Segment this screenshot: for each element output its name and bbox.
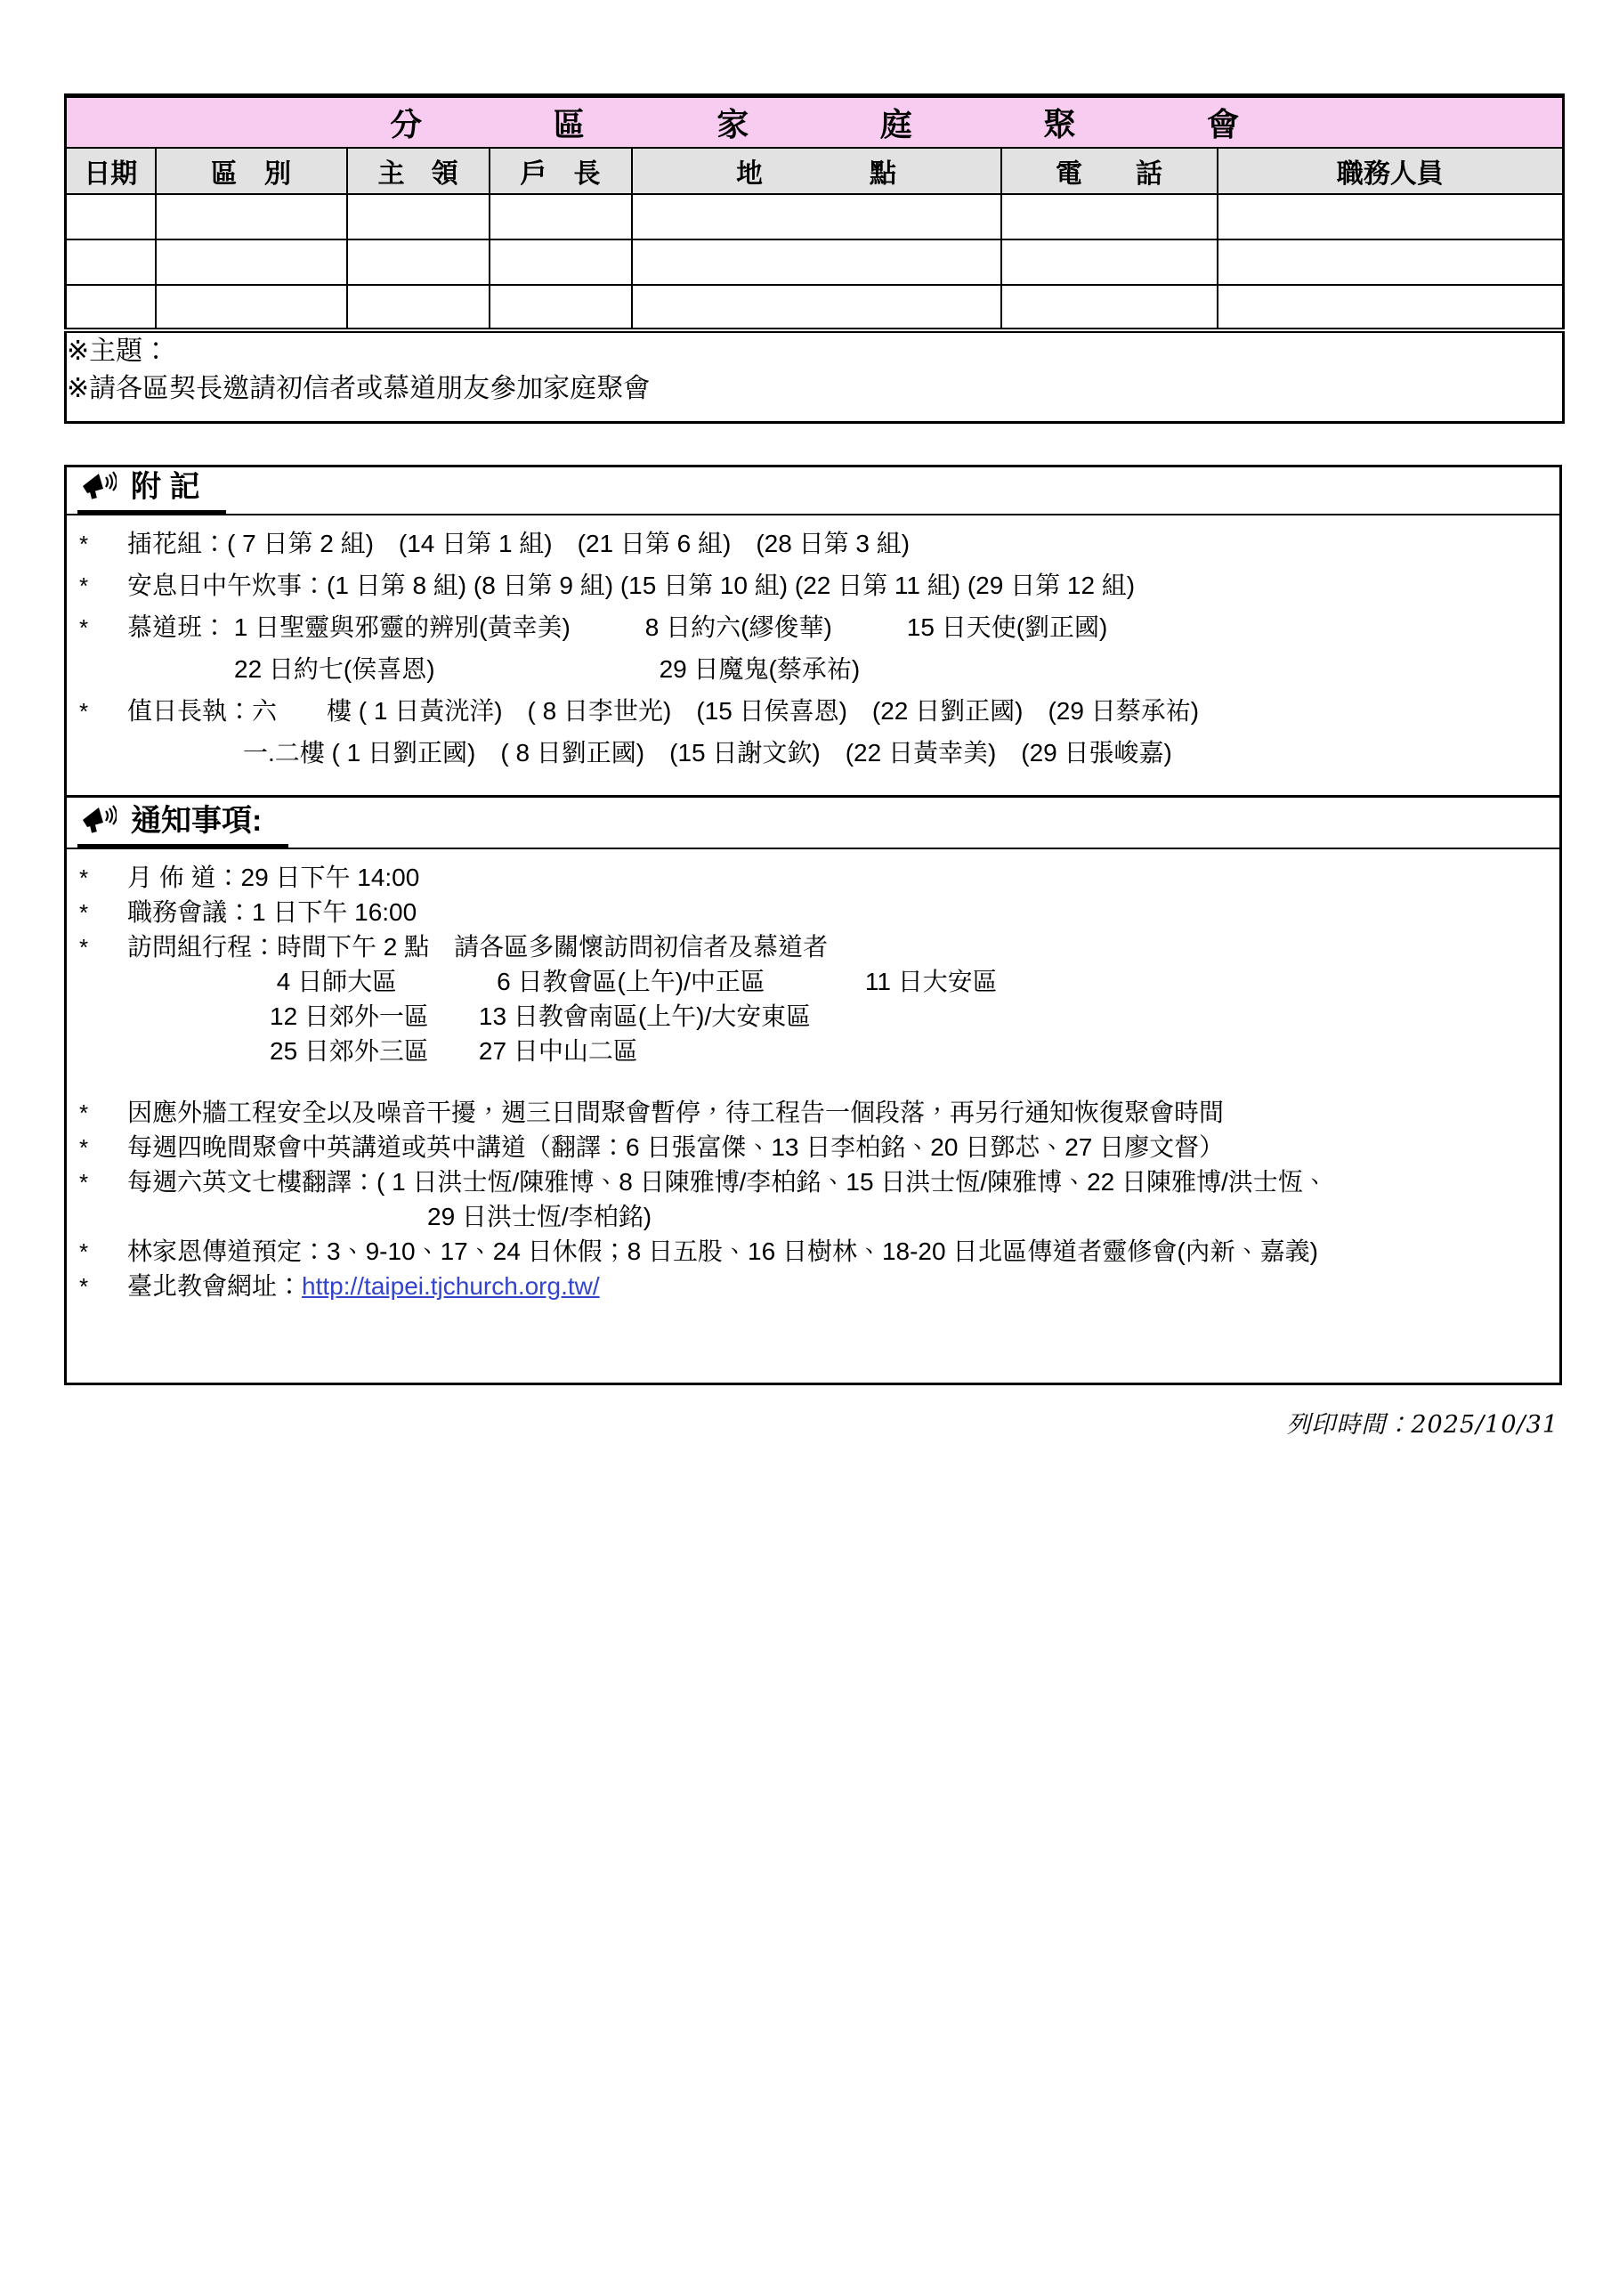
bullet-marker: * — [79, 1238, 89, 1265]
table-cell-empty — [66, 194, 156, 239]
notice-line — [67, 931, 1559, 966]
print-timestamp: 列印時間：2025/10/31 — [1286, 1411, 1558, 1439]
bullet-marker: * — [79, 614, 89, 641]
bullet-marker: * — [79, 899, 89, 926]
appendix-line — [67, 528, 1559, 570]
table-cell-empty — [347, 285, 490, 330]
appendix-heading: 附 記 — [131, 470, 200, 504]
notice-line-text: 4 日師大區 6 日教會區(上午)/中正區 11 日大安區 — [270, 968, 998, 995]
table-cell-empty — [490, 285, 632, 330]
notices-heading-underline — [77, 798, 288, 848]
table-cell-empty — [1218, 239, 1564, 285]
notices-body — [67, 849, 1559, 1305]
notice-line-text — [127, 1270, 1559, 1302]
table-cell-empty — [490, 239, 632, 285]
bullet-marker — [67, 966, 127, 969]
table-cell-empty — [156, 194, 347, 239]
website-label: 臺北教會網址： — [127, 1272, 303, 1300]
notice-line — [67, 1166, 1559, 1201]
table-cell-empty — [1001, 239, 1218, 285]
appendix-line — [67, 653, 1559, 695]
megaphone-icon — [81, 469, 117, 499]
bullet-marker: * — [79, 572, 89, 599]
notice-line — [67, 1001, 1559, 1035]
appendix-line-text: 值日長執：六 樓 ( 1 日黃洸洋) ( 8 日李世光) (15 日侯喜恩) (22 日劉正國) (29 日蔡承祐) — [127, 697, 1200, 725]
appendix-line — [67, 570, 1559, 612]
col-header-host: 戶 長 — [490, 148, 632, 194]
megaphone-icon — [81, 803, 117, 833]
notice-line-text: 每週四晚間聚會中英講道或英中講道（翻譯：6 日張富傑、13 日李柏銘、20 日鄧芯、27 日廖文督） — [127, 1133, 1225, 1161]
appendix-heading-underline — [77, 465, 226, 514]
table-cell-empty — [632, 285, 1001, 330]
table-cell-empty — [1218, 285, 1564, 330]
notice-line-text: 職務會議：1 日下午 16:00 — [127, 898, 417, 926]
notice-line-text: 每週六英文七樓翻譯：( 1 日洪士恆/陳雅博、8 日陳雅博/李柏銘、15 日洪士恆/陳雅博、22 日陳雅博/洪士恆、 — [127, 1168, 1328, 1196]
appendix-line-text: 插花組：( 7 日第 2 組) (14 日第 1 組) (21 日第 6 組) (28 日第 3 組) — [127, 530, 911, 557]
bullet-marker: * — [79, 1273, 89, 1300]
family-meeting-table — [64, 93, 1565, 424]
notice-line-text: 因應外牆工程安全以及噪音干擾，週三日間聚會暫停，待工程告一個段落，再另行通知恢復聚會時間 — [127, 1099, 1225, 1126]
notice-line-text: 29 日洪士恆/李柏銘) — [427, 1203, 652, 1230]
notice-blank-line — [67, 1070, 1559, 1097]
notice-line — [67, 1035, 1559, 1070]
bulletin-content — [64, 93, 1562, 1440]
col-header-location: 地 點 — [632, 148, 1001, 194]
table-cell-empty — [1001, 285, 1218, 330]
notices-header — [67, 798, 1559, 849]
table-cell-empty — [1218, 194, 1564, 239]
table-notes-row — [66, 330, 1564, 423]
notice-line — [67, 966, 1559, 1001]
bullet-marker — [67, 1035, 127, 1038]
table-note-invite: ※請各區契長邀請初信者或慕道朋友參加家庭聚會 — [67, 373, 651, 403]
table-cell-empty — [156, 285, 347, 330]
col-header-district: 區 別 — [156, 148, 347, 194]
notice-line-text: 訪問組行程：時間下午 2 點 請各區多關懷訪問初信者及慕道者 — [127, 933, 829, 961]
appendix-line — [67, 695, 1559, 737]
notice-line-text: 月 佈 道：29 日下午 14:00 — [127, 864, 420, 891]
bullet-marker: * — [79, 1169, 89, 1196]
notice-line — [67, 1236, 1559, 1270]
appendix-line-text: 安息日中午炊事：(1 日第 8 組) (8 日第 9 組) (15 日第 10 組) (22 日第 11 組) (29 日第 12 組) — [127, 572, 1136, 599]
notices-section — [64, 798, 1562, 1385]
notice-line-text: 25 日郊外三區 27 日中山二區 — [270, 1037, 638, 1065]
table-title-row — [66, 96, 1564, 148]
col-header-phone: 電 話 — [1001, 148, 1218, 194]
bullet-marker: * — [79, 698, 89, 725]
table-row — [66, 239, 1564, 285]
appendix-line-text: 慕道班： 1 日聖靈與邪靈的辨別(黃幸美) 8 日約六(繆俊華) 15 日天使(劉正國) — [127, 613, 1108, 641]
col-header-staff: 職務人員 — [1218, 148, 1564, 194]
table-title: 分區家庭聚會 — [390, 105, 1371, 142]
bullet-marker: * — [79, 934, 89, 961]
col-header-date: 日期 — [66, 148, 156, 194]
table-cell-empty — [1001, 194, 1218, 239]
notice-line-website — [67, 1270, 1559, 1305]
bullet-marker — [67, 737, 127, 740]
appendix-line-text: 22 日約七(侯喜恩) 29 日魔鬼(蔡承祐) — [234, 655, 861, 683]
table-cell-empty — [632, 194, 1001, 239]
bullet-marker: * — [79, 864, 89, 891]
table-cell-empty — [632, 239, 1001, 285]
appendix-line-text: 一.二樓 ( 1 日劉正國) ( 8 日劉正國) (15 日謝文欽) (22 日黃幸美) (29 日張峻嘉) — [243, 739, 1172, 767]
appendix-line — [67, 612, 1559, 653]
table-row — [66, 194, 1564, 239]
bullet-marker: * — [79, 531, 89, 557]
table-cell-empty — [156, 239, 347, 285]
notice-line — [67, 862, 1559, 896]
table-note-theme: ※主題： — [67, 336, 170, 366]
appendix-section — [64, 465, 1562, 798]
notice-line — [67, 896, 1559, 931]
notice-line — [67, 1132, 1559, 1166]
notice-line — [67, 1097, 1559, 1132]
bullet-marker: * — [79, 1134, 89, 1161]
bullet-marker: * — [79, 1099, 89, 1126]
notice-line — [67, 1201, 1559, 1236]
table-cell-empty — [66, 285, 156, 330]
bullet-marker — [67, 1201, 127, 1204]
table-header-row — [66, 148, 1564, 194]
table-cell-empty — [66, 239, 156, 285]
bullet-marker — [67, 653, 127, 656]
appendix-body — [67, 515, 1559, 779]
appendix-header — [67, 467, 1559, 515]
bullet-marker — [67, 1001, 127, 1003]
appendix-line — [67, 737, 1559, 779]
notices-heading: 通知事項: — [131, 804, 263, 838]
table-cell-empty — [490, 194, 632, 239]
notice-line-text: 林家恩傳道預定：3、9-10、17、24 日休假；8 日五股、16 日樹林、18-20 日北區傳道者靈修會(內新、嘉義) — [127, 1237, 1319, 1265]
notice-line-text: 12 日郊外一區 13 日教會南區(上午)/大安東區 — [270, 1002, 812, 1030]
table-cell-empty — [347, 239, 490, 285]
table-row — [66, 285, 1564, 330]
table-cell-empty — [347, 194, 490, 239]
col-header-leader: 主 領 — [347, 148, 490, 194]
church-website-link[interactable]: http://taipei.tjchurch.org.tw/ — [302, 1272, 600, 1300]
